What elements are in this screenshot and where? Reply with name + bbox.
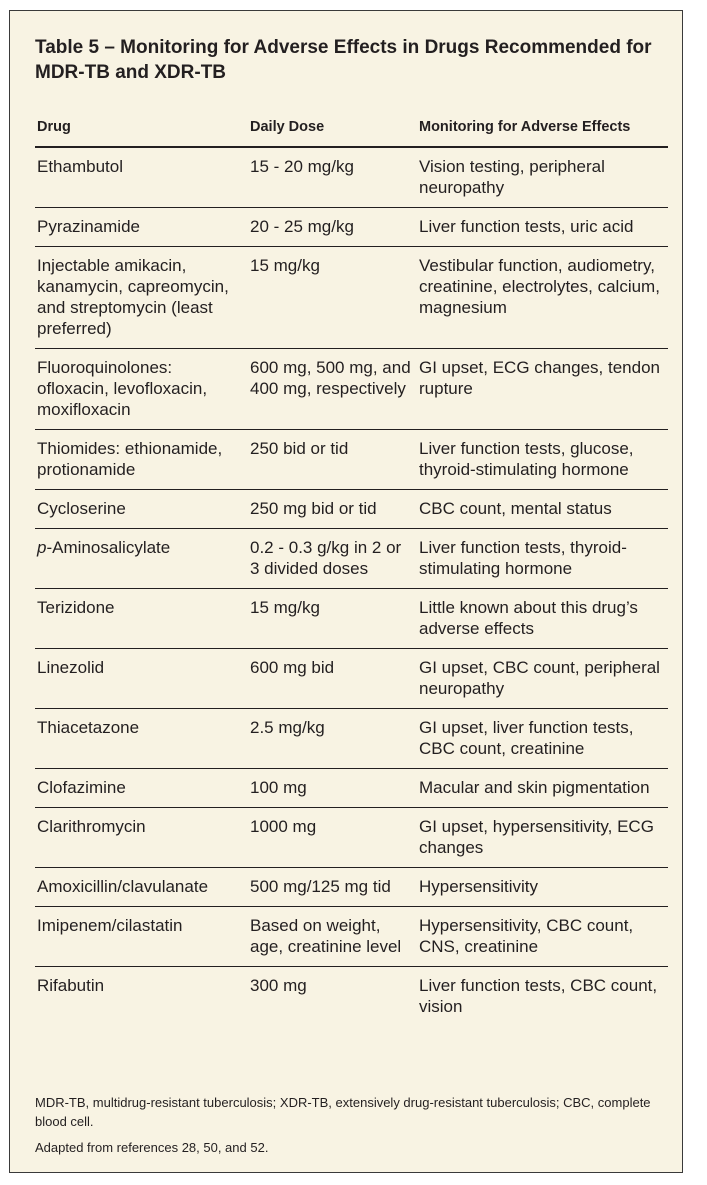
monitoring-cell: Liver function tests, CBC count, vision <box>419 976 658 1016</box>
daily-dose-cell: 0.2 - 0.3 g/kg in 2 or 3 divided doses <box>248 529 417 589</box>
drug-cell <box>35 529 248 589</box>
monitoring-cell: Vestibular function, audiometry, creatinine, electrolytes, calcium, magnesium <box>417 247 668 349</box>
drug-name: Pyrazinamide <box>37 217 140 236</box>
drug-cell <box>35 808 248 868</box>
table-row <box>35 147 668 208</box>
table-row <box>35 769 668 808</box>
table-row <box>35 490 668 529</box>
daily-dose-cell: 15 mg/kg <box>248 247 417 349</box>
drug-name: Injectable amikacin, kanamycin, capreomycin, and streptomycin (least preferred) <box>37 256 229 338</box>
daily-dose-cell: 2.5 mg/kg <box>248 709 417 769</box>
drug-name: Thiomides: ethionamide, protionamide <box>37 439 223 479</box>
table-row <box>35 907 668 967</box>
drug-name: -Aminosalicylate <box>46 538 171 557</box>
monitoring-cell: Little known about this drug’s adverse effects <box>417 589 668 649</box>
monitoring-cell: Vision testing, peripheral neuropathy <box>417 147 668 208</box>
column-header-monitoring: Monitoring for Adverse Effects <box>417 109 668 147</box>
table-row <box>35 808 668 868</box>
table-row <box>35 709 668 769</box>
monitoring-cell: Hypersensitivity <box>417 868 668 907</box>
drug-cell <box>35 430 248 490</box>
monitoring-cell: Hypersensitivity, CBC count, CNS, creatinine <box>417 907 668 967</box>
monitoring-cell: Liver function tests, glucose, thyroid-stimulating hormone <box>417 430 668 490</box>
table-title: Table 5 – Monitoring for Adverse Effects in Drugs Recommended for MDR-TB and XDR-TB <box>35 37 652 83</box>
drug-prefix: p <box>37 538 47 557</box>
daily-dose-cell: 500 mg/125 mg tid <box>248 868 417 907</box>
drug-name: Terizidone <box>37 598 115 617</box>
column-header-drug: Drug <box>35 109 248 147</box>
drug-cell <box>35 247 248 349</box>
monitoring-cell: CBC count, mental status <box>417 490 668 529</box>
drug-name: Rifabutin <box>37 976 105 995</box>
drug-name: Clarithromycin <box>37 817 146 836</box>
table-body <box>35 147 668 1026</box>
drug-cell <box>35 589 248 649</box>
table-row <box>35 247 668 349</box>
drug-cell <box>35 868 248 907</box>
monitoring-cell: GI upset, hypersensitivity, ECG changes <box>417 808 668 868</box>
drug-cell <box>35 490 248 529</box>
drug-name: Clofazimine <box>37 778 126 797</box>
drug-cell <box>35 349 248 430</box>
drug-cell <box>35 907 248 967</box>
table-header-row <box>35 109 668 147</box>
daily-dose-cell: Based on weight, age, creatinine level <box>248 907 417 967</box>
drug-name: Cycloserine <box>37 499 126 518</box>
daily-dose-cell: 15 mg/kg <box>248 589 417 649</box>
table-row <box>35 967 668 1027</box>
monitoring-cell: Liver function tests, thyroid-stimulating hormone <box>417 529 668 589</box>
monitoring-cell: GI upset, ECG changes, tendon rupture <box>417 349 668 430</box>
drug-cell <box>35 649 248 709</box>
drug-monitoring-table <box>35 109 668 1026</box>
drug-cell <box>35 967 248 1027</box>
drug-cell <box>35 208 248 247</box>
table-row <box>35 529 668 589</box>
table-row <box>35 208 668 247</box>
drug-name: Linezolid <box>37 658 105 677</box>
drug-cell <box>35 147 248 208</box>
daily-dose-cell: 1000 mg <box>248 808 417 868</box>
daily-dose-cell: 600 mg, 500 mg, and 400 mg, respectively <box>248 349 417 430</box>
table-footer <box>35 1093 675 1157</box>
daily-dose-cell: 15 - 20 mg/kg <box>248 147 417 208</box>
drug-cell <box>35 769 248 808</box>
table-row <box>35 349 668 430</box>
daily-dose-cell: 600 mg bid <box>248 649 417 709</box>
drug-name: Fluoroquinolones: ofloxacin, levofloxacin, moxifloxacin <box>37 358 208 419</box>
source-note: Adapted from references 28, 50, and 52. <box>35 1140 269 1155</box>
column-header-daily-dose: Daily Dose <box>248 109 417 147</box>
daily-dose-cell: 20 - 25 mg/kg <box>248 208 417 247</box>
monitoring-cell: GI upset, liver function tests, CBC count, creatinine <box>417 709 668 769</box>
monitoring-cell: Macular and skin pigmentation <box>417 769 668 808</box>
drug-name: Imipenem/cilastatin <box>37 916 183 935</box>
daily-dose-cell: 100 mg <box>248 769 417 808</box>
drug-cell <box>35 709 248 769</box>
drug-name: Amoxicillin/clavulanate <box>37 877 209 896</box>
table-row <box>35 430 668 490</box>
table-panel <box>9 10 683 1173</box>
abbreviations-footnote: MDR-TB, multidrug-resistant tuberculosis; XDR-TB, extensively drug-resistant tuberculosis; CBC, complete blood cell. <box>35 1095 651 1129</box>
daily-dose-cell: 250 bid or tid <box>248 430 417 490</box>
monitoring-cell: GI upset, CBC count, peripheral neuropathy <box>417 649 668 709</box>
table-row <box>35 649 668 709</box>
drug-name: Thiacetazone <box>37 718 140 737</box>
monitoring-cell: Liver function tests, uric acid <box>417 208 668 247</box>
daily-dose-cell: 250 mg bid or tid <box>248 490 417 529</box>
table-row <box>35 868 668 907</box>
table-row <box>35 589 668 649</box>
daily-dose-cell: 300 mg <box>250 976 307 995</box>
drug-name: Ethambutol <box>37 157 123 176</box>
